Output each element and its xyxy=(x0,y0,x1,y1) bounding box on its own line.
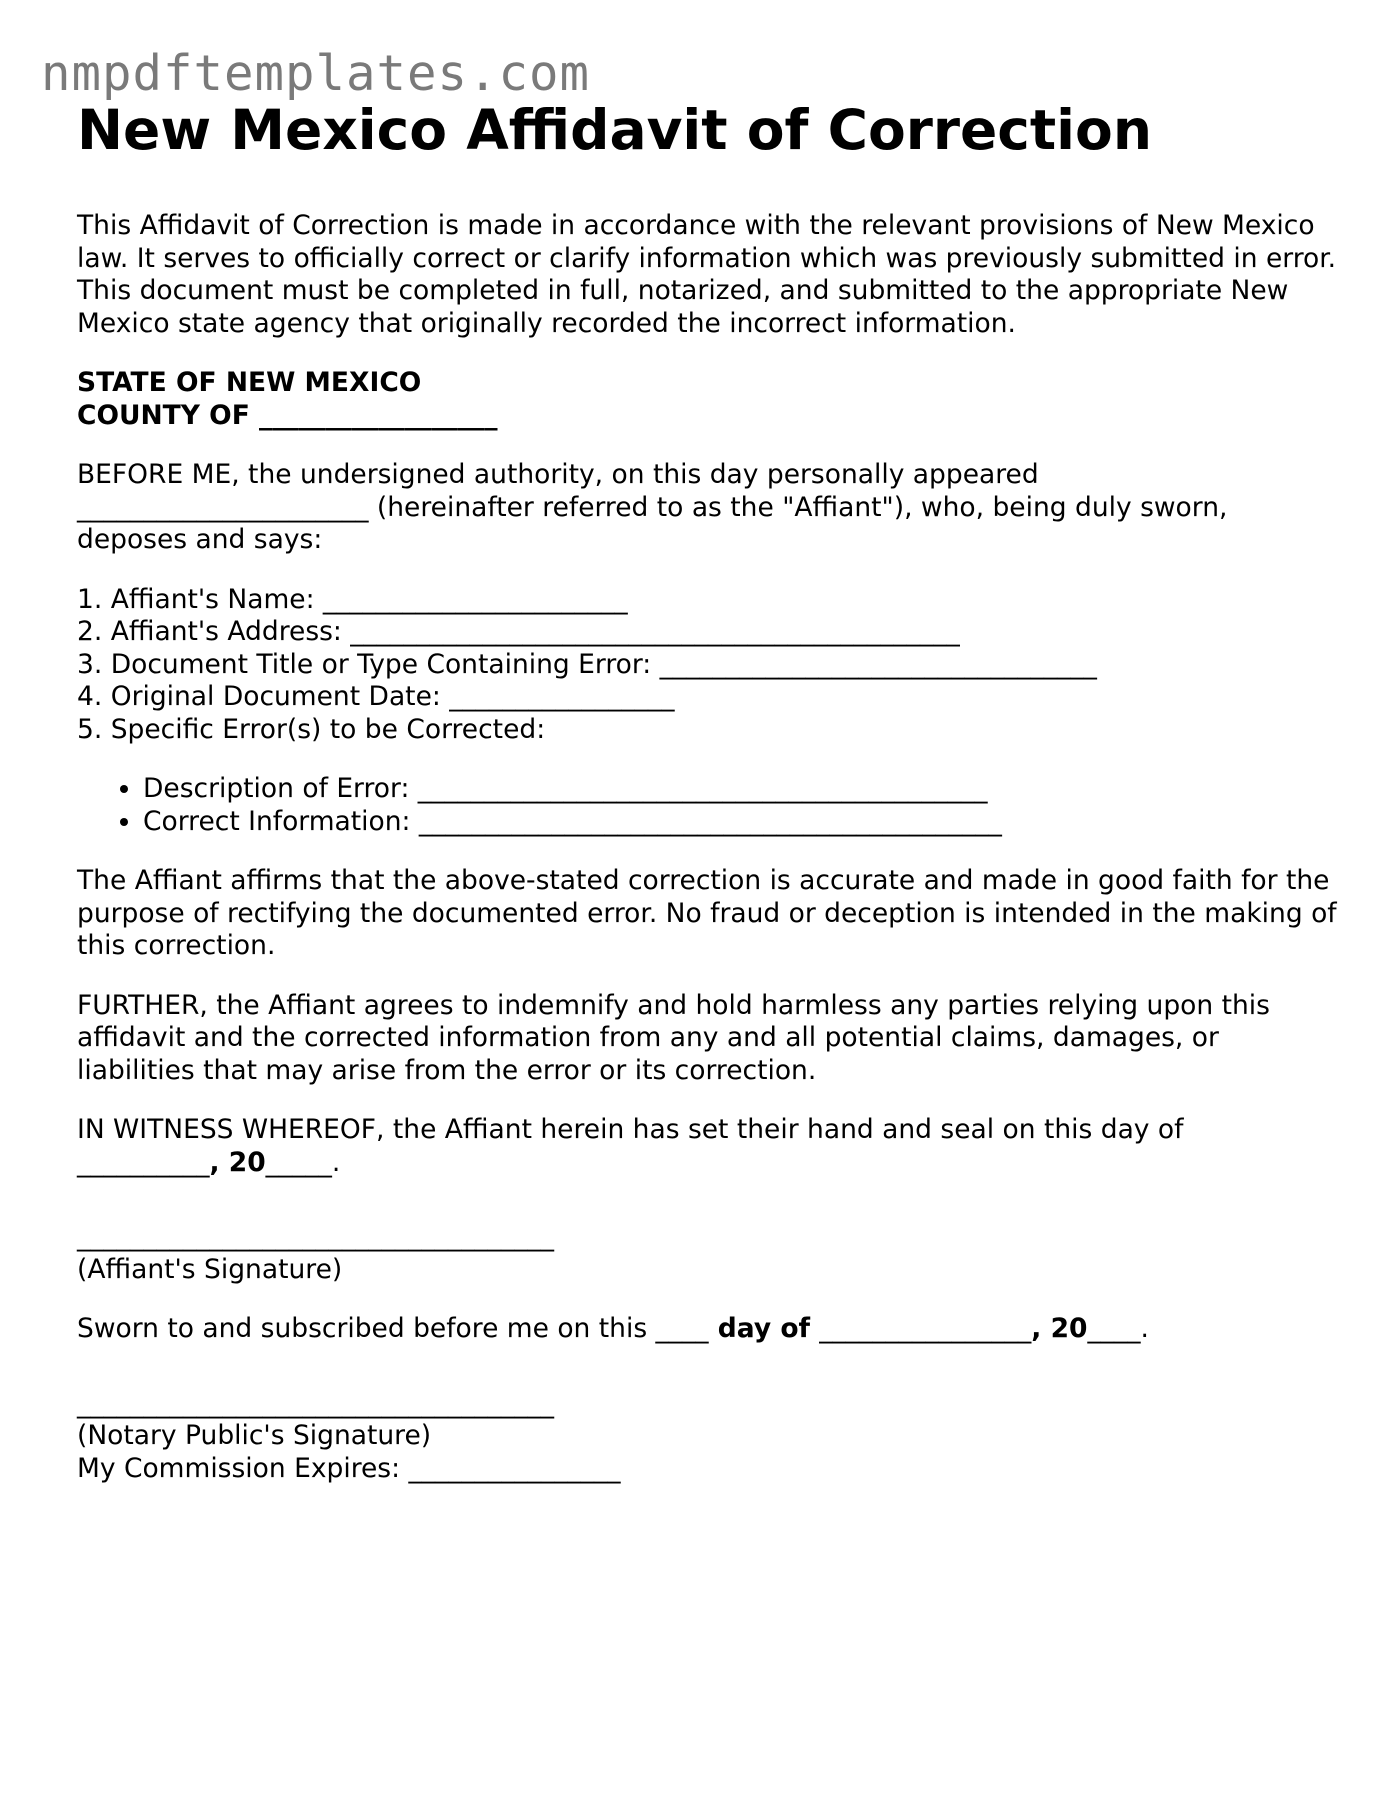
before-me-line-1: BEFORE ME, the undersigned authority, on this day personally appeared xyxy=(77,459,1039,490)
county-line: COUNTY OF __________________ xyxy=(77,399,498,431)
watermark-site-name: nmpdftemplates.com xyxy=(41,45,591,102)
document-title: New Mexico Affidavit of Correction xyxy=(77,98,1152,162)
affiant-signature-label: (Affiant's Signature) xyxy=(77,1253,343,1285)
sworn-day-of: day of xyxy=(708,1313,820,1344)
error-bullets xyxy=(77,773,1337,838)
witness-year-label: , 20 xyxy=(209,1146,266,1178)
witness-month-blank: __________ xyxy=(77,1146,210,1178)
witness-date-line xyxy=(77,1147,1337,1180)
sworn-prefix: Sworn to and subscribed before me on this ____ xyxy=(77,1313,709,1344)
before-me-line-2: ______________________ (hereinafter referred to as the "Affiant"), who, being duly sworn, xyxy=(77,491,1228,523)
venue-block xyxy=(77,367,1337,432)
witness-line-1: IN WITNESS WHEREOF, the Affiant herein has set their hand and seal on this day of xyxy=(77,1114,1184,1145)
state-line: STATE OF NEW MEXICO xyxy=(77,367,422,398)
before-me-line-3: deposes and says: xyxy=(77,524,323,555)
witness-year-blank: _____ xyxy=(265,1146,332,1178)
sworn-year-label: , 20 xyxy=(1031,1313,1088,1344)
intro-paragraph: This Affidavit of Correction is made in accordance with the relevant provisions of New Mexico law. It serves to officially correct or clarify information which was previously submitted in error. This document must be completed in full, notarized, and submitted to the appropriate New Mexico state agency that originally recorded the incorrect information. xyxy=(77,210,1337,339)
before-me-paragraph xyxy=(77,459,1337,557)
witness-period: . xyxy=(331,1146,341,1178)
affiant-signature-block xyxy=(77,1221,1337,1286)
field-affiant-address: 2. Affiant's Address: ______________________________________________ xyxy=(77,616,960,647)
affiant-signature-line: ____________________________________ xyxy=(77,1221,554,1252)
affirmation-paragraph: The Affiant affirms that the above-stated correction is accurate and made in good faith for the purpose of rectifying the documented error. No fraud or deception is intended in the making of this correction. xyxy=(77,865,1337,961)
witness-paragraph xyxy=(77,1114,1337,1179)
numbered-fields xyxy=(77,584,1337,747)
indemnity-paragraph: FURTHER, the Affiant agrees to indemnify and hold harmless any parties relying upon this affidavit and the corrected information from any and all potential claims, damages, or liabilities that may arise from the error or its correction. xyxy=(77,989,1270,1086)
notary-signature-block xyxy=(77,1388,1337,1486)
sworn-year-blank: ____ xyxy=(1087,1313,1141,1344)
field-correct-information: • Correct Information: ____________________________________________ xyxy=(143,806,1337,839)
field-specific-errors: 5. Specific Error(s) to be Corrected: xyxy=(77,713,546,745)
notary-signature-line: ____________________________________ xyxy=(77,1387,554,1419)
sworn-period: . xyxy=(1140,1313,1149,1344)
sworn-month-blank: ________________ xyxy=(819,1313,1032,1344)
notary-signature-label: (Notary Public's Signature) xyxy=(77,1420,432,1451)
sworn-statement xyxy=(77,1313,1337,1346)
document-body xyxy=(77,92,1337,1485)
commission-expires-field: My Commission Expires: ________________ xyxy=(77,1452,621,1484)
field-original-date: 4. Original Document Date: _________________ xyxy=(77,681,675,712)
field-affiant-name: 1. Affiant's Name: _______________________ xyxy=(77,583,628,615)
field-document-title: 3. Document Title or Type Containing Error: _________________________________ xyxy=(77,648,1097,680)
field-description-of-error: • Description of Error: ___________________________________________ xyxy=(143,773,1337,806)
